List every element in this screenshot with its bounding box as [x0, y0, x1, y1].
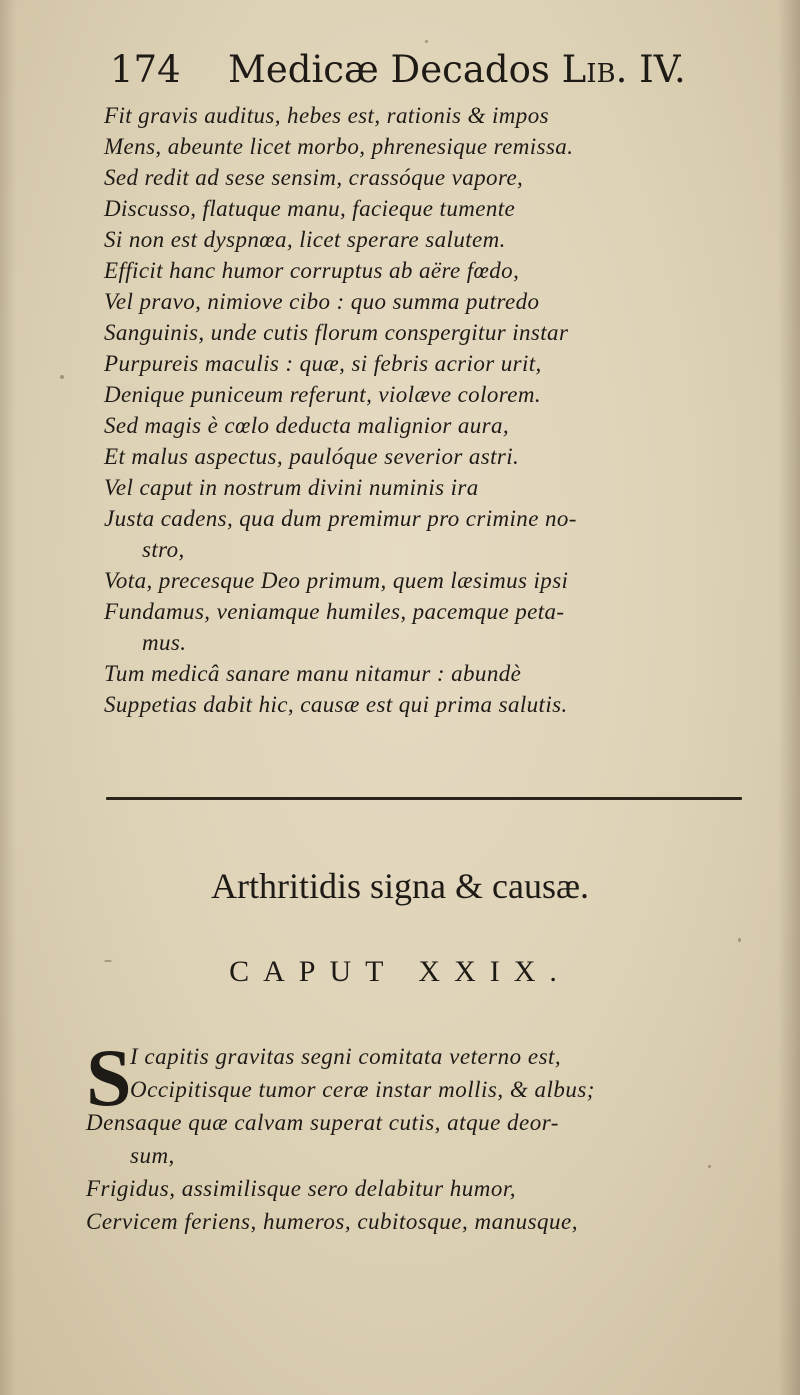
- running-header: [110, 44, 710, 96]
- verse-line: Tum medicâ sanare manu nitamur : abundè: [104, 661, 522, 686]
- spine-shadow: [778, 0, 800, 1395]
- paper-speck: [738, 938, 741, 942]
- verse-line: Fit gravis auditus, hebes est, rationis & impos: [104, 103, 549, 128]
- book-number: Lib. IV.: [561, 48, 686, 91]
- paper-speck: [104, 960, 112, 962]
- verse-line: Vel caput in nostrum divini numinis ira: [104, 475, 479, 500]
- paper-speck: [425, 40, 428, 43]
- verse-line: Densaque quæ calvam superat cutis, atque deor-: [86, 1110, 559, 1135]
- verse-line: Si non est dyspnœa, licet sperare salutem.: [104, 227, 506, 252]
- drop-cap: S: [86, 1032, 132, 1123]
- verse-line: Purpureis maculis : quæ, si febris acrior urit,: [104, 351, 542, 376]
- running-title: Medicæ Decados: [228, 48, 550, 91]
- verse-line: Discusso, flatuque manu, facieque tumente: [104, 196, 516, 221]
- verse-line: Et malus aspectus, paulóque severior astri.: [104, 444, 520, 469]
- section-title: Arthritidis signa & causæ.: [211, 866, 589, 906]
- verse-line: Cervicem feriens, humeros, cubitosque, manusque,: [86, 1209, 579, 1234]
- verse-line: Sed redit ad sese sensim, crassóque vapore,: [104, 165, 524, 190]
- verse-line: Vota, precesque Deo primum, quem læsimus ipsi: [104, 568, 569, 593]
- verse-line: Efficit hanc humor corruptus ab aëre fœdo,: [104, 258, 520, 283]
- verse-line: Denique puniceum referunt, violæve colorem.: [104, 382, 542, 407]
- verse-line: Sed magis è cœlo deducta malignior aura,: [104, 413, 510, 438]
- verse-line-continuation: sum,: [130, 1143, 175, 1168]
- verse-line: Occipitisque tumor ceræ instar mollis, & albus;: [130, 1077, 595, 1102]
- verse-line: Fundamus, veniamque humiles, pacemque peta-: [104, 599, 565, 624]
- verse-line: I capitis gravitas segni comitata veterno est,: [130, 1044, 562, 1069]
- verse-block-bottom: [86, 1032, 776, 1238]
- verse-line: Sanguinis, unde cutis florum conspergitur instar: [104, 320, 569, 345]
- verse-line: Suppetias dabit hic, causæ est qui prima salutis.: [104, 692, 568, 717]
- verse-line: Frigidus, assimilisque sero delabitur humor,: [86, 1176, 517, 1201]
- page-edge-shadow: [0, 0, 16, 1395]
- paper-speck: [60, 375, 64, 379]
- section-divider-rule: [106, 797, 742, 800]
- paper-speck: [708, 1165, 711, 1168]
- verse-line: Vel pravo, nimiove cibo : quo summa putredo: [104, 289, 540, 314]
- verse-line: Justa cadens, qua dum premimur pro crimine no-: [104, 506, 577, 531]
- verse-line-continuation: mus.: [142, 630, 187, 655]
- verse-line-continuation: stro,: [142, 537, 185, 562]
- chapter-heading: CAPUT XXIX.: [229, 955, 571, 988]
- verse-block-top: [104, 100, 770, 720]
- page-number: 174: [110, 48, 181, 91]
- verse-line: Mens, abeunte licet morbo, phrenesique remissa.: [104, 134, 574, 159]
